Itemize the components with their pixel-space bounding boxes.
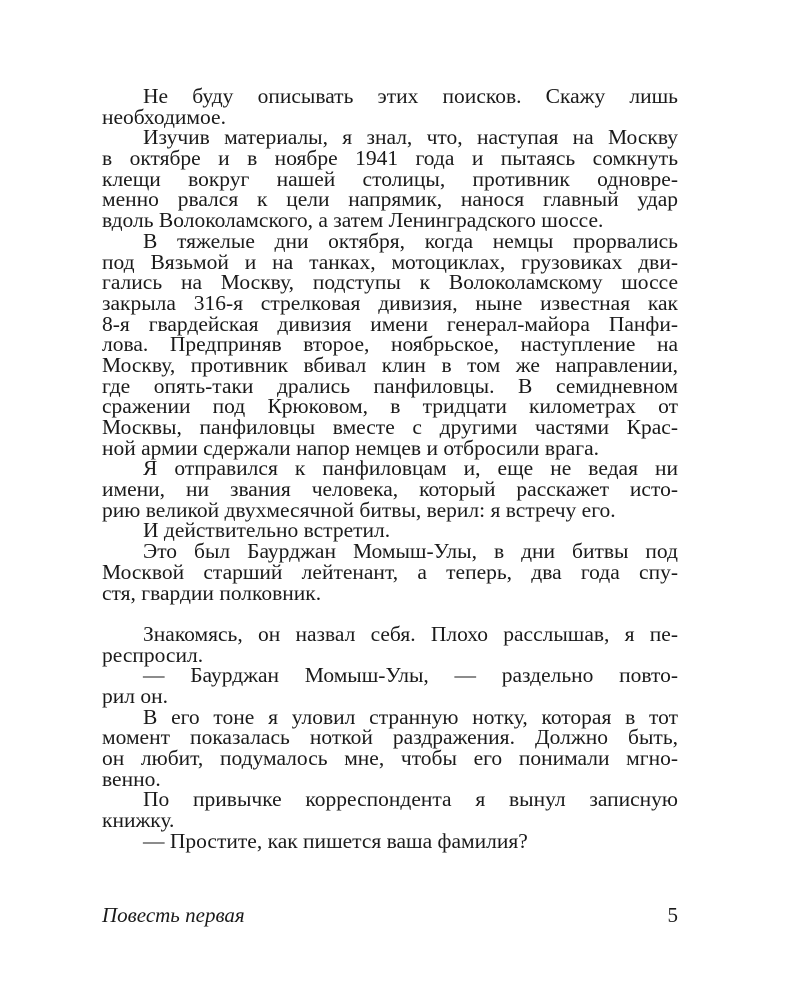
text-line: рию великой двухмесячной битвы, верил: я встречу его. [102, 497, 616, 522]
text-line: В его тоне я уловил странную нотку, которая в тот [143, 704, 678, 729]
text-line: гались на Москву, подступы к Волоколамскому шоссе [102, 270, 678, 295]
text-line: вдоль Волоколамского, а затем Ленинградского шоссе. [102, 208, 604, 233]
text-line: под Вязьмой и на танках, мотоциклах, грузовиках дви- [102, 249, 678, 274]
text-line: он любит, подумалось мне, чтобы его понимали мгно- [102, 746, 678, 770]
text-line: В тяжелые дни октября, когда немцы прорвались [143, 228, 678, 253]
text-line: Москвы, панфиловцы вместе с другими частями Крас- [102, 415, 678, 439]
text-line: Москвой старший лейтенант, а теперь, два года спу- [102, 559, 678, 584]
page-number: 5 [667, 903, 678, 927]
text-line: И действительно встретил. [143, 518, 391, 543]
book-page-body [102, 86, 678, 851]
page-footer [102, 903, 678, 928]
text-line: 8-я гвардейская дивизия имени генерал-майора Панфи- [102, 311, 678, 336]
text-line: сражении под Крюковом, в тридцати километрах от [102, 394, 678, 419]
text-line: — Простите, как пишется ваша фамилия? [143, 828, 528, 853]
text-line: клещи вокруг нашей столицы, противник одновре- [102, 166, 678, 191]
text-line: ной армии сдержали напор немцев и отбросили врага. [102, 435, 599, 460]
section-break [102, 603, 678, 624]
text-line: момент показалась ноткой раздражения. Должно быть, [102, 725, 678, 750]
text-line: Не буду описывать этих поисков. Скажу лишь [143, 84, 678, 108]
text-line: респросил. [102, 642, 204, 667]
text-line: стя, гвардии полковник. [102, 580, 322, 605]
text-line: Знакомясь, он назвал себя. Плохо расслышав, я пе- [143, 621, 678, 646]
text-line: По привычке корреспондента я вынул записную [143, 787, 678, 812]
text-line: венно. [102, 766, 161, 791]
text-line: Это был Баурджан Момыш-Улы, в дни битвы под [143, 539, 678, 564]
text-line: Москву, противник вбивал клин в том же направлении, [102, 352, 678, 377]
text-line: закрыла 316-я стрелковая дивизия, ныне известная как [102, 290, 678, 315]
text-line: книжку. [102, 808, 175, 833]
running-title: Повесть первая [102, 903, 245, 927]
text-line: лова. Предприняв второе, ноябрьское, наступление на [102, 332, 678, 357]
text-line: в октябре и в ноябре 1941 года и пытаясь сомкнуть [102, 146, 678, 171]
text-line: менно рвался к цели напрямик, нанося главный удар [102, 187, 678, 212]
text-line: Я отправился к панфиловцам и, еще не ведая ни [143, 456, 678, 481]
text-line: рил он. [102, 683, 168, 708]
text-line: необходимое. [102, 104, 226, 129]
text-line: Изучив материалы, я знал, что, наступая на Москву [143, 125, 678, 150]
text-line: где опять-таки дрались панфиловцы. В семидневном [102, 373, 678, 398]
text-line: имени, ни звания человека, который расскажет исто- [102, 477, 678, 502]
text-line: — Баурджан Момыш-Улы, — раздельно повто- [143, 663, 678, 688]
